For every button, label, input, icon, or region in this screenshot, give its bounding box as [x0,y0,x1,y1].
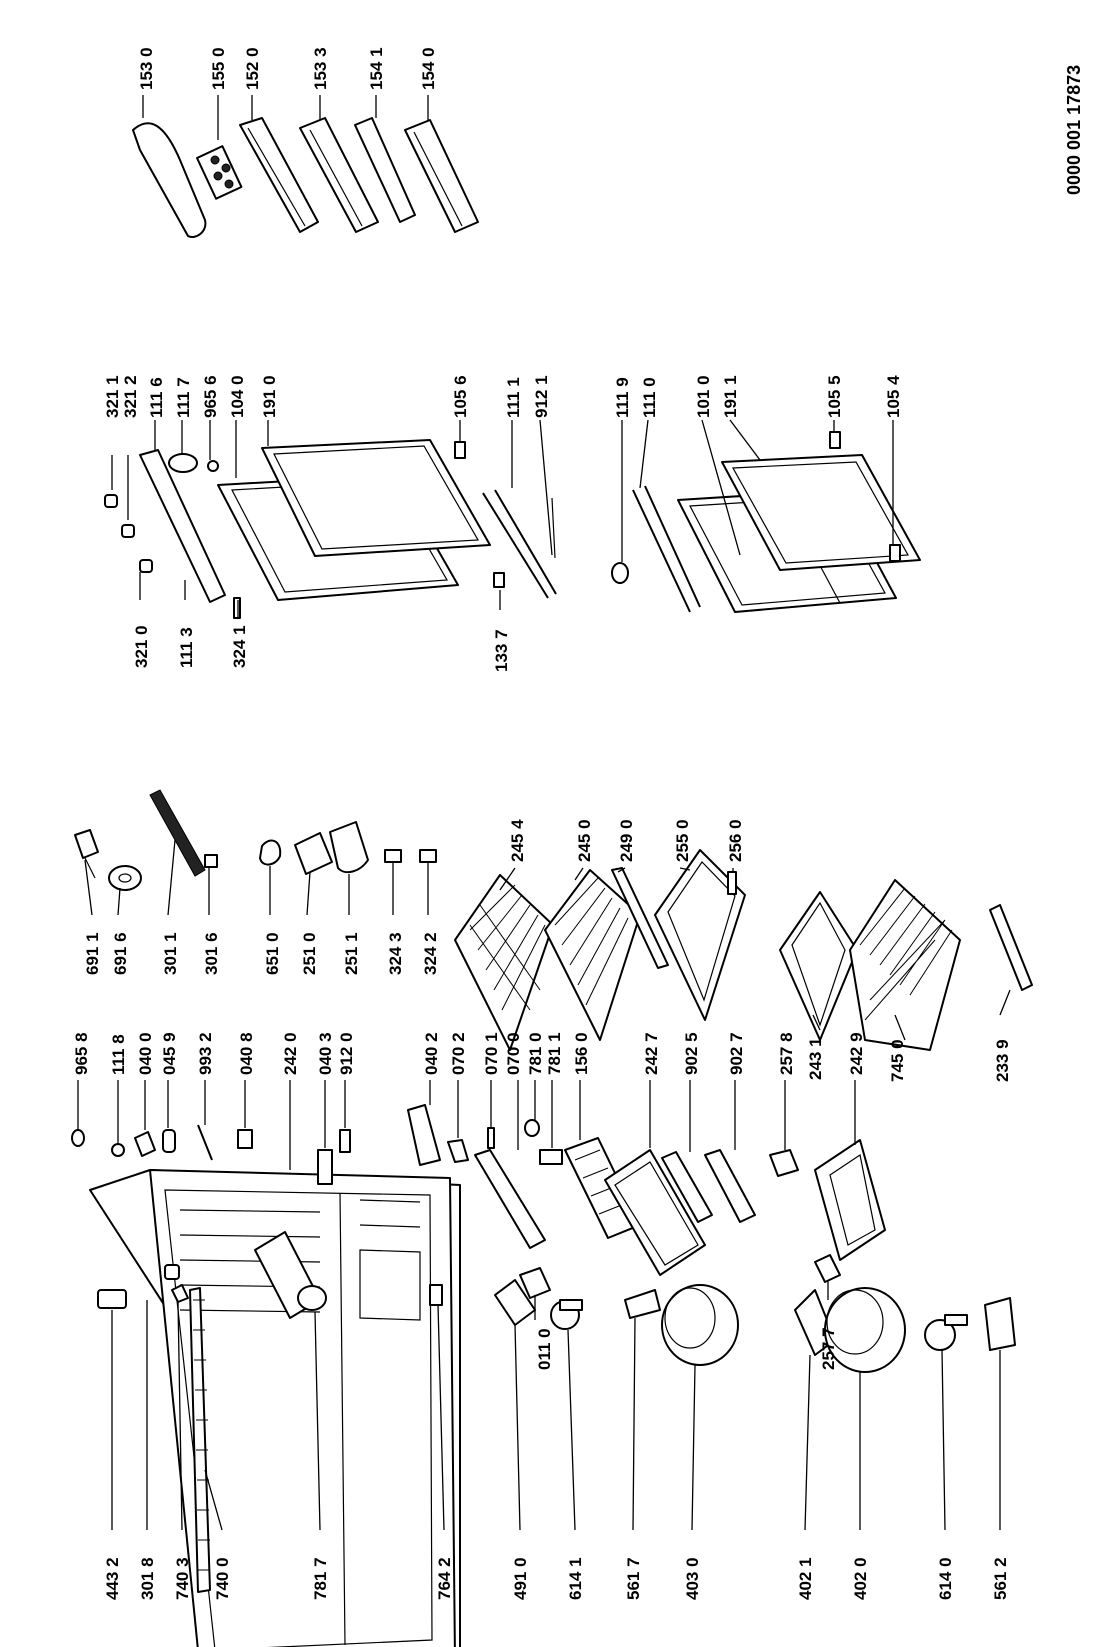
lamp-cover [109,866,141,890]
label-154-1: 154 1 [367,47,386,90]
label-153-3: 153 3 [311,47,330,90]
label-045-9: 045 9 [160,1032,179,1075]
label-256-0: 256 0 [726,819,745,862]
label-324-2: 324 2 [421,932,440,975]
label-111-1: 111 1 [504,377,523,418]
door-bins-labels [137,47,438,90]
label-111-8: 111 8 [109,1034,128,1075]
label-105-5: 105 5 [825,375,844,418]
door-bins-group [133,95,478,237]
label-040-2: 040 2 [422,1032,441,1075]
thermostat-knob [260,841,280,865]
control-strip [150,790,205,876]
label-156-0: 156 0 [572,1032,591,1075]
label-324-1: 324 1 [230,625,249,668]
label-740-0: 740 0 [213,1557,232,1600]
label-651-0: 651 0 [263,932,282,975]
label-740-3: 740 3 [173,1557,192,1600]
label-993-2: 993 2 [196,1032,215,1075]
shelf-strip [475,1150,545,1248]
label-321-2: 321 2 [121,375,140,418]
label-191-1: 191 1 [721,375,740,418]
label-152-0: 152 0 [243,47,262,90]
lower-door-labels [613,375,903,418]
start-device [985,1298,1015,1350]
label-301-1: 301 1 [161,932,180,975]
lower-door-group [612,432,920,612]
label-251-0: 251 0 [300,932,319,975]
label-133-7: 133 7 [492,629,511,672]
document-code-text: 0000 001 17873 [1064,64,1084,195]
label-321-1: 321 1 [103,375,122,418]
label-111-0: 111 0 [640,377,659,418]
label-111-6: 111 6 [147,377,166,418]
kick-plate [990,905,1032,990]
label-561-2: 561 2 [991,1557,1010,1600]
label-301-6: 301 6 [202,932,221,975]
label-251-1: 251 1 [342,932,361,975]
capacitor [625,1290,660,1318]
label-243-1: 243 1 [806,1037,825,1080]
label-011-0: 011 0 [535,1328,554,1370]
label-245-4: 245 4 [508,819,527,862]
label-614-0: 614 0 [936,1557,955,1600]
door-bin-cover [133,123,205,237]
label-070-1: 070 1 [482,1032,501,1075]
plug-cover [98,1290,126,1308]
freezer-wire-basket [850,880,960,1050]
label-249-0: 249 0 [617,819,636,862]
label-105-4: 105 4 [884,375,903,418]
label-912-1: 912 1 [532,375,551,418]
compressor-a [662,1285,738,1365]
label-402-0: 402 0 [851,1557,870,1600]
label-324-3: 324 3 [386,932,405,975]
label-301-8: 301 8 [138,1557,157,1600]
label-104-0: 104 0 [228,375,247,418]
label-561-7: 561 7 [624,1557,643,1600]
label-040-0: 040 0 [136,1032,155,1075]
label-745-0: 745 0 [888,1039,907,1082]
shelves-group [75,790,1032,1050]
label-111-7: 111 7 [174,377,193,418]
label-321-0: 321 0 [132,625,151,668]
label-781-0: 781 0 [526,1032,545,1075]
crisper-cover [780,892,857,1040]
label-691-1: 691 1 [83,932,102,975]
label-191-0: 191 0 [260,375,279,418]
label-443-2: 443 2 [103,1557,122,1600]
label-153-0: 153 0 [137,47,156,90]
label-242-9: 242 9 [847,1032,866,1075]
label-233-9: 233 9 [993,1039,1012,1082]
label-154-0: 154 0 [419,47,438,90]
label-614-1: 614 1 [566,1557,585,1600]
label-155-0: 155 0 [209,47,228,90]
label-255-0: 255 0 [673,819,692,862]
freezer-drawer [815,1140,885,1260]
label-105-6: 105 6 [451,375,470,418]
label-101-0: 101 0 [694,375,713,418]
label-242-7: 242 7 [642,1032,661,1075]
label-902-5: 902 5 [682,1032,701,1075]
label-965-6: 965 6 [201,375,220,418]
label-912-0: 912 0 [337,1032,356,1075]
label-965-8: 965 8 [72,1032,91,1075]
label-691-6: 691 6 [111,932,130,975]
label-781-7: 781 7 [311,1557,330,1600]
label-902-7: 902 7 [727,1032,746,1075]
label-111-3: 111 3 [177,627,196,668]
label-764-2: 764 2 [435,1557,454,1600]
clamp [298,1286,326,1310]
label-402-1: 402 1 [796,1557,815,1600]
label-781-1: 781 1 [545,1032,564,1075]
label-070-2: 070 2 [449,1032,468,1075]
logo-badge [169,454,197,472]
label-257-7: 257 7 [819,1327,838,1370]
upper-door-group [105,440,556,618]
label-245-0: 245 0 [575,819,594,862]
document-code [1064,65,1084,195]
label-257-8: 257 8 [777,1032,796,1075]
label-070-0: 070 0 [504,1032,523,1075]
label-040-8: 040 8 [237,1032,256,1075]
label-111-9: 111 9 [613,377,632,418]
drain [430,1285,442,1305]
label-403-0: 403 0 [683,1557,702,1600]
label-040-3: 040 3 [316,1032,335,1075]
label-491-0: 491 0 [511,1557,530,1600]
wire-shelf-large [455,875,553,1050]
label-242-0: 242 0 [281,1032,300,1075]
